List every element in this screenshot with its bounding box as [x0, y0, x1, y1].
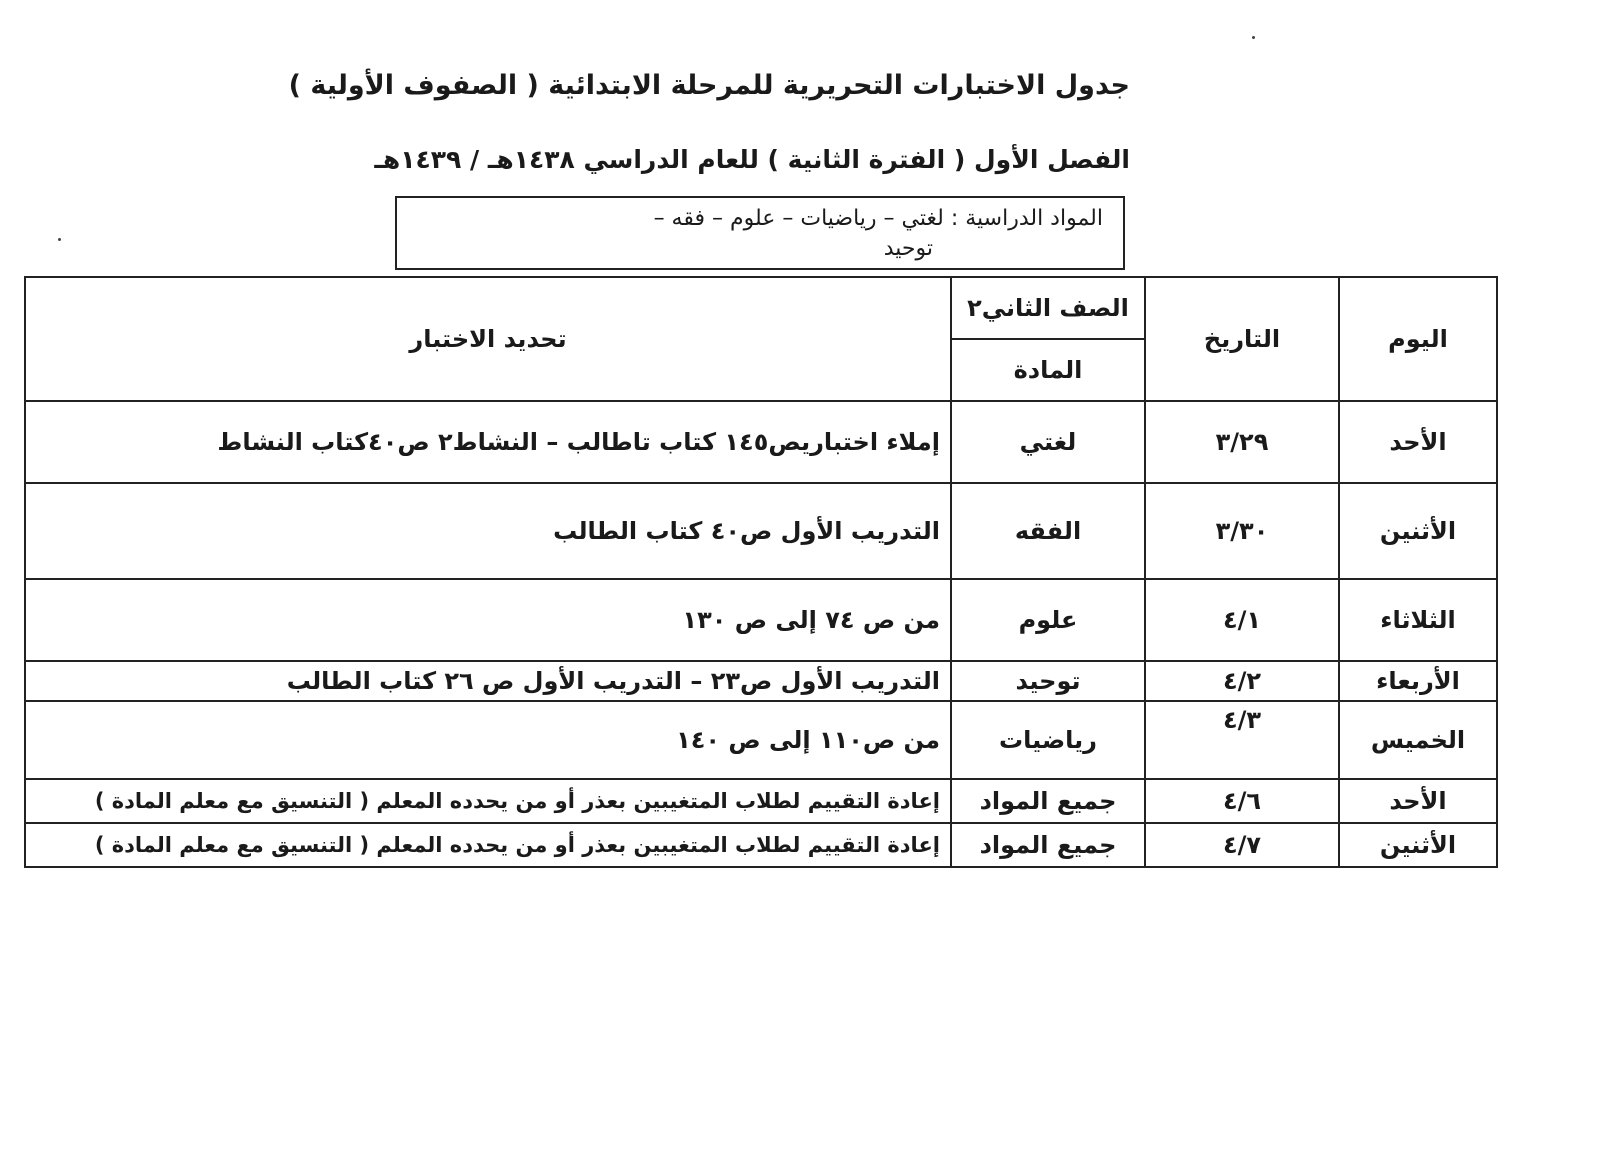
cell-spec: التدريب الأول ص٢٣ – التدريب الأول ص ٢٦ كتاب الطالب	[25, 661, 951, 701]
cell-spec: إعادة التقييم لطلاب المتغيبين بعذر أو من يحدده المعلم ( التنسيق مع معلم المادة )	[25, 823, 951, 867]
cell-day: الخميس	[1339, 701, 1497, 779]
cell-spec: من ص ٧٤ إلى ص ١٣٠	[25, 579, 951, 661]
cell-day: الأربعاء	[1339, 661, 1497, 701]
table-row	[25, 661, 1497, 701]
cell-spec: من ص١١٠ إلى ص ١٤٠	[25, 701, 951, 779]
header-date: التاريخ	[1145, 277, 1339, 401]
table-row	[25, 579, 1497, 661]
cell-subject: علوم	[951, 579, 1145, 661]
table-row	[25, 483, 1497, 579]
cell-date: ٤/٢	[1145, 661, 1339, 701]
cell-subject: رياضيات	[951, 701, 1145, 779]
cell-subject: جميع المواد	[951, 779, 1145, 823]
scan-speck	[1252, 36, 1255, 39]
header-day: اليوم	[1339, 277, 1497, 401]
table-header-row	[25, 277, 1497, 339]
cell-date: ٤/٧	[1145, 823, 1339, 867]
cell-day: الأثنين	[1339, 483, 1497, 579]
cell-date: ٣/٣٠	[1145, 483, 1339, 579]
cell-day: الأثنين	[1339, 823, 1497, 867]
table-row	[25, 401, 1497, 483]
cell-day: الأحد	[1339, 401, 1497, 483]
subjects-line-2: توحيد	[883, 236, 933, 261]
cell-spec: إعادة التقييم لطلاب المتغيبين بعذر أو من يحدده المعلم ( التنسيق مع معلم المادة )	[25, 779, 951, 823]
subjects-box	[395, 196, 1125, 270]
cell-day: الثلاثاء	[1339, 579, 1497, 661]
cell-subject: الفقه	[951, 483, 1145, 579]
cell-subject: لغتي	[951, 401, 1145, 483]
table-row	[25, 701, 1497, 779]
cell-spec: إملاء اختباريص١٤٥ كتاب تاطالب – النشاط٢ ص٤٠كتاب النشاط	[25, 401, 951, 483]
cell-subject: توحيد	[951, 661, 1145, 701]
exam-schedule-table	[24, 276, 1498, 868]
header-spec: تحديد الاختبار	[25, 277, 951, 401]
cell-subject: جميع المواد	[951, 823, 1145, 867]
cell-day: الأحد	[1339, 779, 1497, 823]
document-subtitle: الفصل الأول ( الفترة الثانية ) للعام الدراسي ١٤٣٨هـ / ١٤٣٩هـ	[374, 145, 1130, 174]
table-row	[25, 779, 1497, 823]
table-row	[25, 823, 1497, 867]
subjects-line-1: المواد الدراسية : لغتي – رياضيات – علوم – فقه –	[653, 206, 1103, 231]
cell-date: ٤/١	[1145, 579, 1339, 661]
header-class: الصف الثاني٢	[951, 277, 1145, 339]
cell-date: ٣/٢٩	[1145, 401, 1339, 483]
header-subject: المادة	[951, 339, 1145, 401]
scan-speck	[58, 238, 61, 241]
document-title: جدول الاختبارات التحريرية للمرحلة الابتدائية ( الصفوف الأولية )	[288, 70, 1130, 101]
cell-date: ٤/٦	[1145, 779, 1339, 823]
cell-date: ٤/٣	[1145, 701, 1339, 779]
cell-spec: التدريب الأول ص٤٠ كتاب الطالب	[25, 483, 951, 579]
